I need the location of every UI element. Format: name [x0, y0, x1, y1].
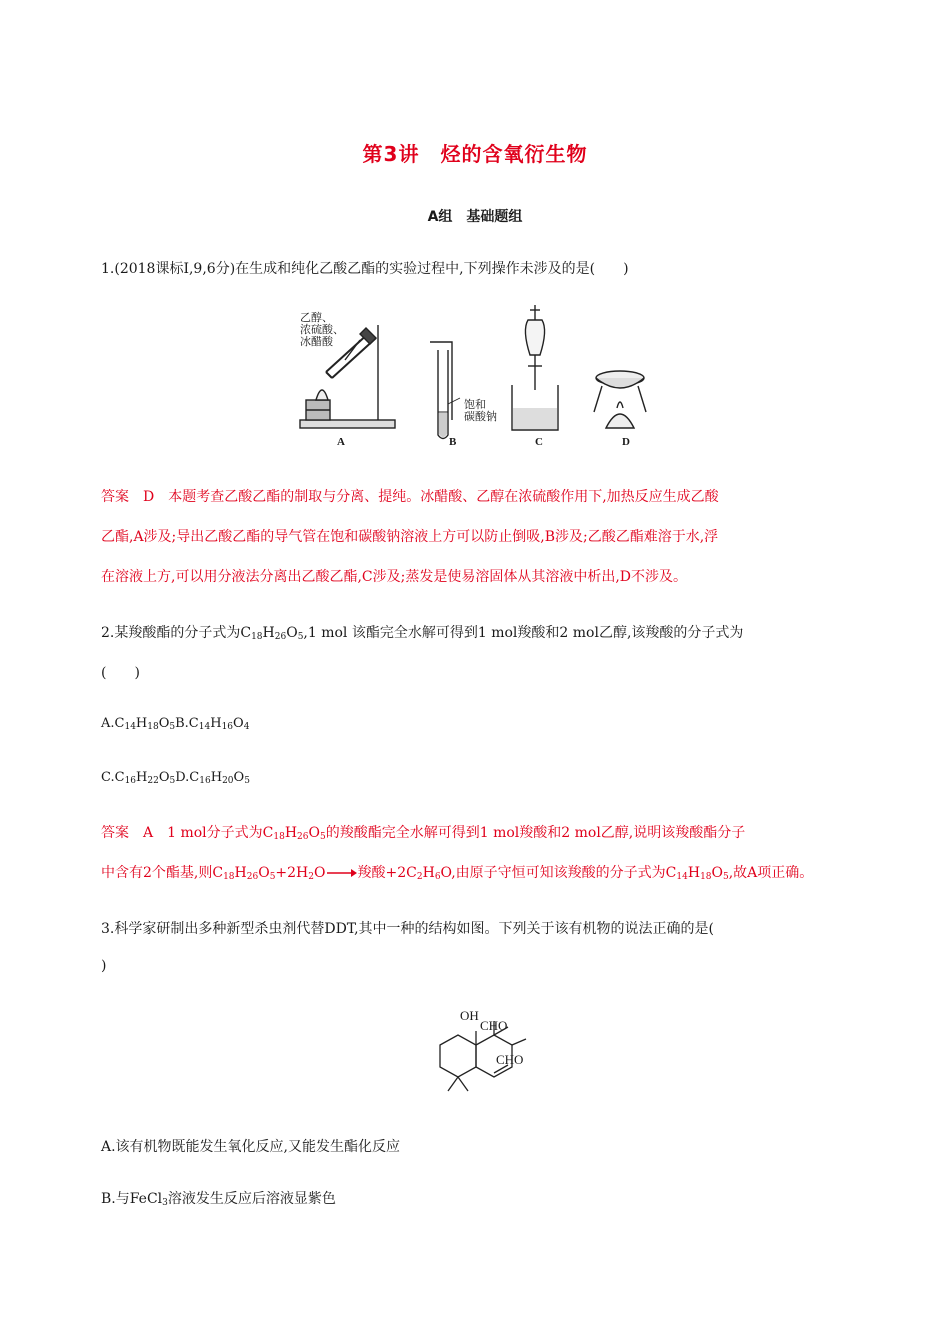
option-d: D.C [175, 770, 200, 785]
question-2-stem: 2.某羧酸酯的分子式为$C_{18}H_{26}O_5,1$ mol 该酯完全水解可得到1 mol羧酸和2 mol乙醇,该羧酸的分子式为 [101, 625, 744, 642]
apparatus-label-d: D [622, 436, 630, 448]
question-2-stem-line-2: ( ) [101, 665, 140, 681]
question-1-stem: 1.(2018课标Ⅰ,9,6分)在生成和纯化乙酸乙酯的实验过程中,下列操作未涉及的是( ) [101, 261, 629, 277]
question-3-option-b: B.与FeCl$_3$溶液发生反应后溶液显紫色 [101, 1191, 336, 1208]
cho-group-label-2: CHO [496, 1052, 524, 1067]
question-2-options-ab: $A.C_{14}H_{18}O_5B.C_{14}H_{16}O_4$ [101, 716, 250, 732]
reaction-arrow-icon [326, 868, 358, 878]
question-3-stem-line-2: ) [101, 958, 107, 974]
reagent-label-3: 冰醋酸 [300, 335, 333, 348]
apparatus-label-b: B [449, 436, 457, 448]
question-3-stem: 3.科学家研制出多种新型杀虫剂代替DDT,其中一种的结构如图。下列关于该有机物的说法正确的是( [101, 921, 714, 937]
cho-group-label-1: CHO [480, 1018, 508, 1033]
answer-2-line-1: 答案 A 1 mol分子式为$C_{18}H_{26}O_5$的羧酸酯完全水解可得到1 mol羧酸和2 mol乙醇,说明该羧酸酯分子 [101, 825, 746, 842]
section-heading: A组 基础题组 [427, 209, 523, 225]
apparatus-label-c: C [535, 436, 543, 448]
saturated-label-2: 碳酸钠 [464, 410, 497, 423]
apparatus-label-a: A [337, 436, 345, 448]
reagent-label-2: 浓硫酸、 [300, 323, 344, 336]
option-b: B.C [175, 716, 199, 731]
answer-1-line-2: 乙酯,A涉及;导出乙酸乙酯的导气管在饱和碳酸钠溶液上方可以防止倒吸,B涉及;乙酸乙酯难溶于水,浮 [101, 529, 719, 545]
option-a: A.C [101, 716, 125, 731]
reagent-label-1: 乙醇、 [300, 311, 333, 324]
option-c: C.C [101, 770, 125, 785]
answer-1-line-3: 在溶液上方,可以用分液法分离出乙酸乙酯,C涉及;蒸发是使易溶固体从其溶液中析出,D不涉及。 [101, 569, 688, 585]
answer-1-line-1: 答案 D 本题考查乙酸乙酯的制取与分离、提纯。冰醋酸、乙醇在浓硫酸作用下,加热反应生成乙酸 [101, 489, 719, 505]
saturated-label-1: 饱和 [464, 398, 486, 411]
question-2-options-cd: $C.C_{16}H_{22}O_5D.C_{16}H_{20}O_5$ [101, 770, 250, 786]
question-3-option-a: A.该有机物既能发生氧化反应,又能发生酯化反应 [101, 1139, 401, 1155]
page-title: 第3讲 烃的含氧衍生物 [362, 142, 588, 166]
oh-group-label: OH [460, 1008, 479, 1023]
answer-2-line-2: 中含有2个酯基,则$C_{18}H_{26}O_5+2H_2O$ 羧酸$+2C_2H_6O$,由原子守恒可知该羧酸的分子式为$C_{14}H_{18}O_5$,故A项正确。 [101, 865, 814, 882]
